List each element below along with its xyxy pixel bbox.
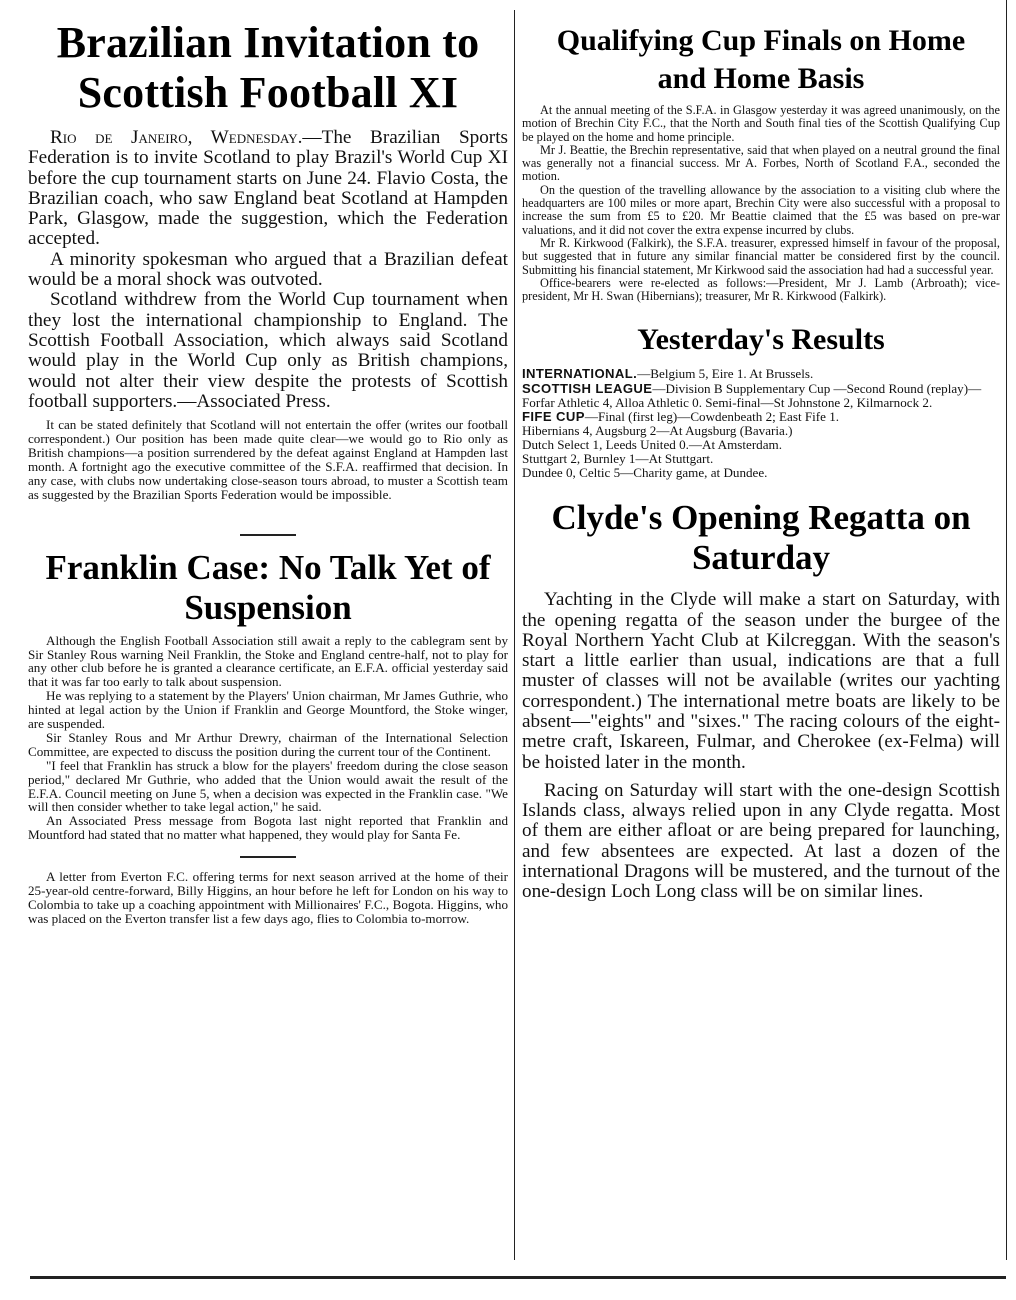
brazil-article xyxy=(28,0,508,502)
brazil-lead xyxy=(28,128,508,412)
fife-cup-label: FIFE CUP xyxy=(522,408,585,424)
correspondent-note: It can be stated definitely that Scotland will not entertain the offer (writes our football correspondent.) Our position has been made quite clear—we would go to Rio only as British champions—a position surrendered by the defeat against England at Hampden last month. A fortnight ago the executive committee of the S.F.A. reaffirmed that decision. In any case, with clubs now undertaking close-season tours abroad, to muster a Scottish team as suggested by the Brazilian Sports Federation would be impossible. xyxy=(28,417,508,502)
result-line: Hibernians 4, Augsburg 2—At Augsburg (Bavaria.) xyxy=(522,422,793,438)
scottish-league-result: —Division B Supplementary Cup —Second Round (replay)—Forfar Athletic 4, Alloa Athletic 0. Semi-final—St Johnstone 2, Kilmarnock 2. xyxy=(522,380,982,410)
brazil-paragraph-1 xyxy=(28,128,508,250)
bottom-rule xyxy=(30,1276,1006,1279)
international-result: —Belgium 5, Eire 1. At Brussels. xyxy=(637,366,814,382)
fife-cup-result: —Final (first leg)—Cowdenbeath 2; East Fife 1. xyxy=(584,408,840,424)
franklin-paragraph-4: "I feel that Franklin has struck a blow for the players' freedom during the close season period," declared Mr Guthrie, who added that the Union would await the result of the E.F.A. Council meeting on June 5, when a decision was expected in the Franklin case. "We will then consider whether to take legal action," he said. xyxy=(28,757,508,815)
clyde-body xyxy=(522,590,1000,902)
clyde-paragraph-2: Racing on Saturday will start with the one-design Scottish Islands class, always relied upon in any Clyde regatta. Most of them are either afloat or are being prepared for launching, and few absentees are expected. At last a dozen of the international Dragons will be mustered, and the turnout of the one-design Loch Long class will be on similar lines. xyxy=(522,779,1000,903)
result-fife-cup xyxy=(522,410,1000,424)
brazil-note xyxy=(28,418,508,501)
page-edge-rule xyxy=(1006,0,1007,1260)
everton-paragraph: A letter from Everton F.C. offering terms for next season arrived at the home of their 25-year-old centre-forward, Billy Higgins, an hour before he left for London on his way to Colombia to take up a coaching appointment with Millionaires' F.C., Bogota. Higgins, who was placed on the Everton transfer list a few days ago, flies to Colombia to-morrow. xyxy=(28,869,508,926)
result-line: Dundee 0, Celtic 5—Charity game, at Dundee. xyxy=(522,465,768,481)
result-scottish-league xyxy=(522,382,1000,410)
brazil-headline-line1: Brazilian Invitation to xyxy=(56,18,480,67)
brazil-headline-line2: Scottish Football XI xyxy=(77,68,459,117)
qualifying-headline-line2: and Home Basis xyxy=(657,62,865,95)
qualifying-paragraph-4: Mr R. Kirkwood (Falkirk), the S.F.A. treasurer, expressed himself in favour of the proposal, but suggested that in future any similar financial matter be considered first by the council. Submitting his financial statement, Mr Kirkwood said the association had had a successful year. xyxy=(522,235,1000,277)
left-column xyxy=(28,0,508,926)
franklin-headline xyxy=(28,548,508,628)
qualifying-article xyxy=(522,0,1000,303)
franklin-paragraph-5: An Associated Press message from Bogota last night reported that Franklin and Mountford had stated that no matter what happened, they would play for Santa Fe. xyxy=(28,813,508,843)
results-section xyxy=(522,321,1000,480)
qualifying-paragraph-5: Office-bearers were re-elected as follows:—President, Mr J. Lamb (Arbroath); vice-president, Mr H. Swan (Hibernians); treasurer, Mr R. Kirkwood (Falkirk). xyxy=(522,275,1000,304)
column-divider xyxy=(514,10,515,1260)
franklin-article xyxy=(28,548,508,926)
clyde-paragraph-1: Yachting in the Clyde will make a start on Saturday, with the opening regatta of the season under the burgee of the Royal Northern Yacht Club at Kilcreggan. With the season's start a little earlier than usual, indications are that a full muster of classes will not be available (writes our yachting correspondent.) The international metre boats are likely to be absent—"eights" and "sixes." The racing colours of the eight-metre craft, Iskareen, Fulmar, and Cherokee (ex-Felma) will be hoisted later in the month. xyxy=(522,589,1000,773)
results-headline: Yesterday's Results xyxy=(637,323,885,357)
franklin-headline-line1: Franklin Case: No Talk Yet of xyxy=(45,547,491,587)
brazil-paragraph-2: A minority spokesman who argued that a Brazilian defeat would be a moral shock was outvoted. xyxy=(28,248,508,291)
clyde-headline-line1: Clyde's Opening Regatta on xyxy=(551,498,971,538)
brazil-paragraph-3: Scotland withdrew from the World Cup tournament when they lost the international championship to England. The Scottish Football Association, which always said Scotland would play in the World Cup only as British champions, would not alter their view despite the protests of Scottish football supporters.—Associated Press. xyxy=(28,289,508,412)
franklin-headline-line2: Suspension xyxy=(184,587,352,627)
qualifying-paragraph-3: On the question of the travelling allowance by the association to a visiting club where the headquarters are 100 miles or more apart, Brechin City were also successful with a proposal to increase the sum from £5 to £20. Mr Beattie claimed that the £5 was based on pre-war valuations, and it did not cover the extra expense incurred by clubs. xyxy=(522,182,1000,237)
brazil-headline xyxy=(28,18,508,118)
franklin-paragraph-2: He was replying to a statement by the Players' Union chairman, Mr James Guthrie, who hinted at legal action by the Union if Franklin and George Mountford, the Stoke winger, are suspended. xyxy=(28,688,508,732)
everton-note xyxy=(28,870,508,926)
clyde-article xyxy=(522,498,1000,902)
international-label: INTERNATIONAL. xyxy=(522,366,638,382)
results-body xyxy=(522,367,1000,480)
franklin-body xyxy=(28,634,508,843)
qualifying-headline-line1: Qualifying Cup Finals on Home xyxy=(556,24,966,57)
qualifying-body xyxy=(522,104,1000,303)
clyde-headline-line2: Saturday xyxy=(691,538,831,578)
result-line: Stuttgart 2, Burnley 1—At Stuttgart. xyxy=(522,451,714,467)
result-line: Dutch Select 1, Leeds United 0.—At Amsterdam. xyxy=(522,436,783,452)
brazil-p1-text: —The Brazilian Sports Federation is to invite Scotland to play Brazil's World Cup XI before the cup tournament starts on June 24. Flavio Costa, the Brazilian coach, who saw England beat Scotland at Hampden Park, Glasgow, made the suggestion, which the Federation accepted. xyxy=(28,127,508,250)
qualifying-headline xyxy=(522,22,1000,98)
franklin-paragraph-3: Sir Stanley Rous and Mr Arthur Drewry, chairman of the International Selection Committee, are expected to discuss the position during the current tour of the Continent. xyxy=(28,729,508,759)
qualifying-paragraph-1: At the annual meeting of the S.F.A. in Glasgow yesterday it was agreed unanimously, on the motion of Brechin City F.C., that the North and South final ties of the Scottish Qualifying Cup be played on the home and home principle. xyxy=(522,103,1000,144)
qualifying-paragraph-2: Mr J. Beattie, the Brechin representative, said that when played on a neutral ground the final was generally not a financial success. Mr A. Forbes, North of Scotland F.A., seconded the motion. xyxy=(522,142,1000,184)
result-international xyxy=(522,367,1000,381)
dateline: Rio de Janeiro, Wednesday. xyxy=(50,127,303,148)
clyde-headline xyxy=(522,498,1000,578)
franklin-paragraph-1: Although the English Football Association still await a reply to the cablegram sent by Sir Stanley Rous warning Neil Franklin, the Stoke and England centre-half, not to play for any other club before he is granted a clearance certificate, an E.F.A. official yesterday said that it was far too early to talk about suspension. xyxy=(28,632,508,690)
scottish-league-label: SCOTTISH LEAGUE xyxy=(522,380,653,396)
right-column xyxy=(522,0,1000,903)
